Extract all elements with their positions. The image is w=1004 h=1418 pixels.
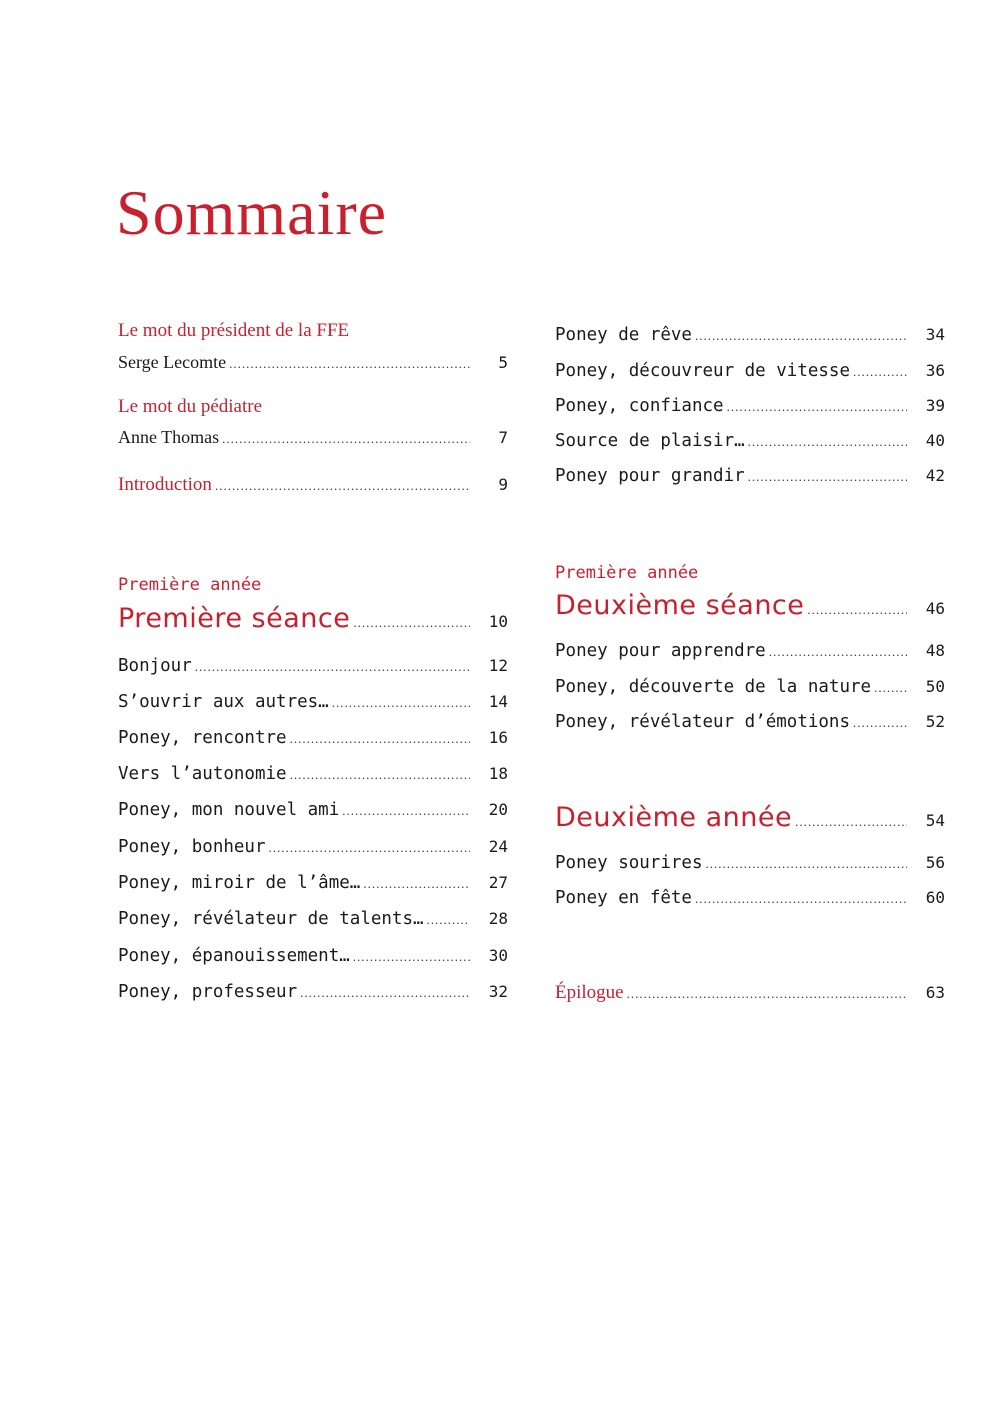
dot-leader xyxy=(427,912,470,928)
dot-leader xyxy=(627,986,907,1002)
dot-leader xyxy=(332,695,470,711)
entry-page: 40 xyxy=(925,431,945,450)
toc-section-deuxieme-annee[interactable] xyxy=(555,802,945,833)
entry-page: 46 xyxy=(925,599,945,618)
toc-section-premiere-seance[interactable] xyxy=(118,603,508,634)
entry-title: Poney, bonheur xyxy=(118,837,266,857)
entry-page: 9 xyxy=(498,475,508,494)
toc-entry[interactable] xyxy=(555,677,945,697)
entry-title: Poney pour grandir xyxy=(555,466,745,486)
entry-page: 39 xyxy=(925,396,945,415)
toc-section-deuxieme-seance[interactable] xyxy=(555,590,945,621)
entry-page: 34 xyxy=(925,325,945,344)
entry-page: 30 xyxy=(488,946,508,965)
toc-entry[interactable] xyxy=(555,888,945,908)
entry-page: 10 xyxy=(488,612,508,631)
entry-page: 42 xyxy=(925,466,945,485)
entry-title: Introduction xyxy=(118,474,212,495)
entry-page: 54 xyxy=(925,811,945,830)
dot-leader xyxy=(706,856,907,872)
dot-leader xyxy=(795,814,907,830)
entry-title: Anne Thomas xyxy=(118,427,220,447)
toc-entry-president[interactable] xyxy=(118,352,508,373)
entry-title: Poney, épanouissement… xyxy=(118,946,350,966)
dot-leader xyxy=(769,644,907,660)
toc-entry[interactable] xyxy=(555,466,945,486)
toc-entry[interactable] xyxy=(118,728,508,748)
entry-title: Poney, découverte de la nature xyxy=(555,677,872,697)
toc-entry[interactable] xyxy=(118,800,508,820)
dot-leader xyxy=(363,876,470,892)
entry-title: Poney en fête xyxy=(555,888,692,908)
toc-entry[interactable] xyxy=(118,873,508,893)
dot-leader xyxy=(229,356,470,372)
entry-title: Poney, découvreur de vitesse xyxy=(555,361,851,381)
dot-leader xyxy=(269,840,470,856)
toc-entry[interactable] xyxy=(555,712,945,732)
dot-leader xyxy=(342,803,470,819)
toc-entry[interactable] xyxy=(118,909,508,929)
toc-entry-introduction[interactable] xyxy=(118,474,508,496)
dot-leader xyxy=(290,731,470,747)
dot-leader xyxy=(353,949,470,965)
dot-leader xyxy=(853,364,907,380)
entry-page: 7 xyxy=(498,428,508,447)
pediatre-heading: Le mot du pédiatre xyxy=(118,396,263,417)
toc-entry[interactable] xyxy=(118,764,508,784)
dot-leader xyxy=(215,478,470,494)
entry-page: 5 xyxy=(498,353,508,372)
dot-leader xyxy=(727,399,907,415)
entry-page: 24 xyxy=(488,837,508,856)
section-title: Première séance xyxy=(118,603,351,634)
entry-page: 63 xyxy=(925,983,945,1002)
toc-entry[interactable] xyxy=(118,692,508,712)
toc-entry[interactable] xyxy=(118,946,508,966)
toc-entry[interactable] xyxy=(555,853,945,873)
page-title: Sommaire xyxy=(116,176,388,248)
entry-title: Poney, confiance xyxy=(555,396,724,416)
entry-page: 16 xyxy=(488,728,508,747)
toc-entry-pediatre[interactable] xyxy=(118,427,508,448)
section-title: Deuxième année xyxy=(555,802,793,833)
dot-leader xyxy=(222,431,470,447)
toc-entry[interactable] xyxy=(555,641,945,661)
dot-leader xyxy=(353,615,470,631)
toc-entry[interactable] xyxy=(555,361,945,381)
dot-leader xyxy=(853,715,907,731)
toc-entry[interactable] xyxy=(555,396,945,416)
entry-title: Poney, mon nouvel ami xyxy=(118,800,340,820)
toc-entry[interactable] xyxy=(555,431,945,451)
dot-leader xyxy=(300,985,470,1001)
entry-title: Poney, rencontre xyxy=(118,728,287,748)
entry-page: 12 xyxy=(488,656,508,675)
toc-entry[interactable] xyxy=(118,982,508,1002)
entry-page: 36 xyxy=(925,361,945,380)
dot-leader xyxy=(195,659,470,675)
toc-entry[interactable] xyxy=(118,656,508,676)
entry-page: 14 xyxy=(488,692,508,711)
dot-leader xyxy=(807,602,907,618)
dot-leader xyxy=(695,328,907,344)
section-title: Deuxième séance xyxy=(555,590,805,621)
dot-leader xyxy=(290,767,470,783)
entry-title: Vers l’autonomie xyxy=(118,764,287,784)
entry-page: 20 xyxy=(488,800,508,819)
entry-title: Poney, professeur xyxy=(118,982,298,1002)
entry-page: 48 xyxy=(925,641,945,660)
entry-page: 50 xyxy=(925,677,945,696)
section-year-label: Première année xyxy=(555,563,699,583)
entry-title: Poney pour apprendre xyxy=(555,641,766,661)
entry-page: 28 xyxy=(488,909,508,928)
dot-leader xyxy=(748,434,907,450)
entry-title: Épilogue xyxy=(555,982,624,1003)
dot-leader xyxy=(748,469,907,485)
entry-page: 60 xyxy=(925,888,945,907)
entry-title: Source de plaisir… xyxy=(555,431,745,451)
entry-title: S’ouvrir aux autres… xyxy=(118,692,329,712)
president-heading: Le mot du président de la FFE xyxy=(118,320,350,341)
entry-title: Poney, révélateur d’émotions xyxy=(555,712,851,732)
entry-title: Poney sourires xyxy=(555,853,703,873)
toc-entry[interactable] xyxy=(555,325,945,345)
entry-title: Poney, révélateur de talents… xyxy=(118,909,424,929)
entry-title: Serge Lecomte xyxy=(118,352,227,372)
entry-title: Poney, miroir de l’âme… xyxy=(118,873,361,893)
entry-page: 18 xyxy=(488,764,508,783)
toc-entry[interactable] xyxy=(118,837,508,857)
dot-leader xyxy=(695,891,907,907)
dot-leader xyxy=(874,680,907,696)
section-year-label: Première année xyxy=(118,575,262,595)
entry-page: 32 xyxy=(488,982,508,1001)
entry-page: 27 xyxy=(488,873,508,892)
entry-page: 56 xyxy=(925,853,945,872)
toc-entry-epilogue[interactable] xyxy=(555,982,945,1004)
entry-title: Bonjour xyxy=(118,656,192,676)
entry-page: 52 xyxy=(925,712,945,731)
entry-title: Poney de rêve xyxy=(555,325,692,345)
